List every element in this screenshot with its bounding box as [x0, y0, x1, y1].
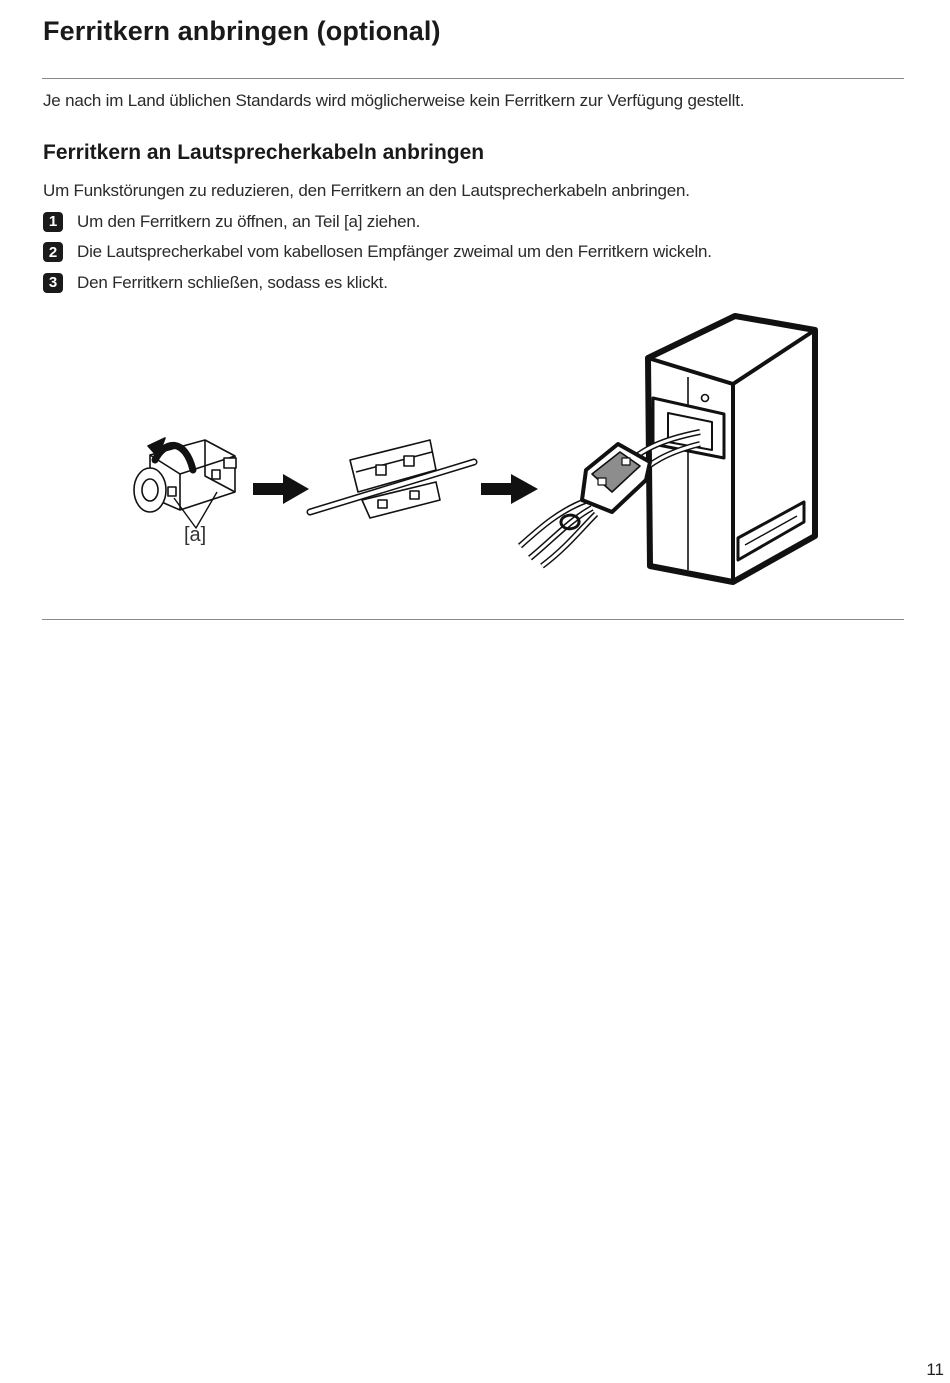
steps-list	[43, 211, 712, 303]
step-number-badge: 1	[43, 212, 63, 232]
arrow-right-icon	[253, 474, 309, 504]
ferrite-core-open-icon	[134, 438, 236, 528]
part-a-label: [a]	[184, 524, 207, 546]
arrow-right-icon	[481, 474, 538, 504]
step-number-badge: 3	[43, 273, 63, 293]
top-divider	[42, 78, 904, 79]
intro-text: Je nach im Land üblichen Standards wird möglicherweise kein Ferritkern zur Verfügung gestellt.	[43, 91, 745, 110]
step-text: Die Lautsprecherkabel vom kabellosen Empfänger zweimal um den Ferritkern wickeln.	[77, 242, 712, 261]
ferrite-core-closed-icon	[310, 440, 474, 518]
step-item	[43, 242, 712, 263]
section-intro-text: Um Funkstörungen zu reduzieren, den Ferritkern an den Lautsprecherkabeln anbringen.	[43, 181, 690, 200]
step-number-badge: 2	[43, 242, 63, 262]
section-title: Ferritkern an Lautsprecherkabeln anbringen	[43, 141, 485, 164]
step-text: Den Ferritkern schließen, sodass es klickt.	[77, 272, 388, 292]
bottom-divider	[42, 619, 904, 620]
page-title: Ferritkern anbringen (optional)	[43, 16, 441, 46]
step-item	[43, 211, 712, 232]
step-item	[43, 272, 712, 293]
step-text: Um den Ferritkern zu öffnen, an Teil [a] ziehen.	[77, 211, 421, 231]
ferrite-core-illustration	[110, 310, 830, 590]
page-number: 11	[926, 1360, 944, 1379]
wireless-receiver-icon	[520, 316, 815, 582]
